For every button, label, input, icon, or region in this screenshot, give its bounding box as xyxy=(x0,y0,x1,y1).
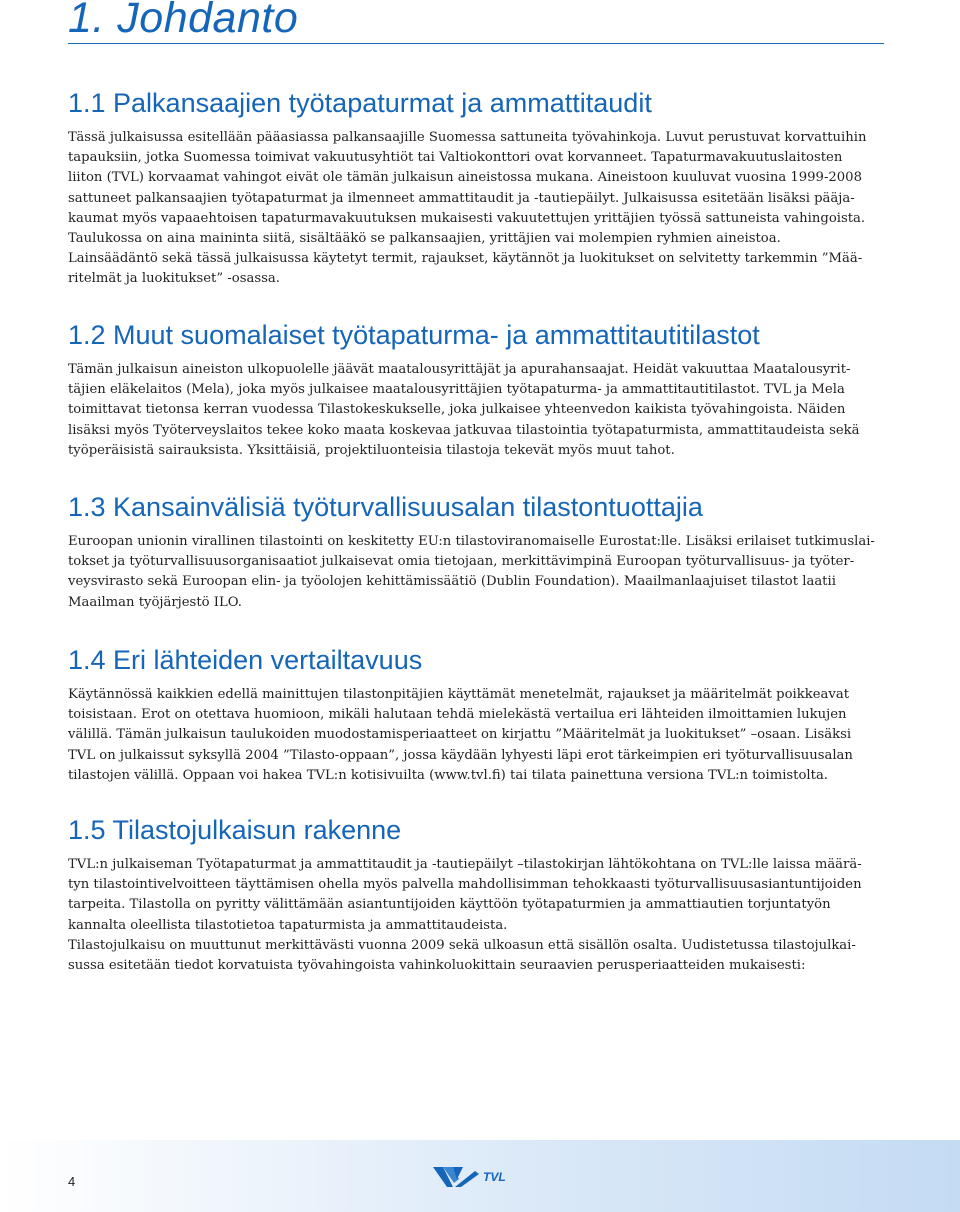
text-line: ritelmät ja luokitukset” -osassa. xyxy=(68,271,280,287)
text-line: työperäisistä sairauksista. Yksittäisiä, projektiluonteisia tilastoja tekevät myös muut tahot. xyxy=(68,442,675,458)
section-1-3 xyxy=(68,490,890,613)
tvl-logo-text: TVL xyxy=(483,1170,506,1184)
page-number: 4 xyxy=(68,1174,76,1189)
text-line: kannalta oleellista tilastotietoa tapaturmista ja ammattitaudeista. xyxy=(68,917,508,933)
section-paragraph xyxy=(68,532,890,613)
text-line: toisistaan. Erot on otettava huomioon, mikäli halutaan tehdä mielekästä vertailua eri lähteiden ilmoittamien lukujen xyxy=(68,707,847,723)
text-line: tarpeita. Tilastolla on pyritty välittämään asiantuntijoiden käyttöön työtapaturmien ja ammattiautien torjuntatyön xyxy=(68,897,831,913)
chapter-title-rule xyxy=(68,43,884,44)
section-heading: 1.2 Muut suomalaiset työtapaturma- ja ammattitautitilastot xyxy=(68,320,760,350)
section-paragraph xyxy=(68,360,890,461)
text-line: TVL on julkaissut syksyllä 2004 ”Tilasto-oppaan”, jossa käydään lyhyesti läpi erot tärkeimpien eri työturvallisuusalan xyxy=(68,747,853,763)
section-heading: 1.3 Kansainvälisiä työturvallisuusalan tilastontuottajia xyxy=(68,492,703,522)
text-line: tapauksiin, jotka Suomessa toimivat vakuutusyhtiöt tai Valtiokonttori ovat korvanneet. Tapaturmavakuutuslaitosten xyxy=(68,150,843,166)
page-footer xyxy=(0,1140,960,1212)
text-line: tilastojen välillä. Oppaan voi hakea TVL:n kotisivuilta (www.tvl.fi) tai tilata painettuna versiona TVL:n toimistolta. xyxy=(68,767,828,783)
section-1-4 xyxy=(68,643,890,786)
text-line: tyn tilastointivelvoitteen täyttämisen ohella myös palvella mahdollisimman tehokkaasti työturvallisuusasiantuntijoiden xyxy=(68,877,862,893)
text-line: lisäksi myös Työterveyslaitos tekee koko maata koskevaa jatkuvaa tilastointia työtapaturmista, ammattitaudeista sekä xyxy=(68,422,860,438)
text-line: Lainsäädäntö sekä tässä julkaisussa käytetyt termit, rajaukset, käytännöt ja luokitukset on selvitetty tarkemmin ”Mää- xyxy=(68,251,863,267)
tvl-logo-icon xyxy=(431,1161,531,1195)
section-paragraph xyxy=(68,128,890,290)
text-line: sussa esitetään tiedot korvatuista työvahingoista vahinkoluokittain seuraavien perusperiaatteiden mukaisesti: xyxy=(68,958,806,974)
section-heading: 1.1 Palkansaajien työtapaturmat ja ammattitaudit xyxy=(68,88,652,118)
text-line: veysvirasto sekä Euroopan elin- ja työolojen kehittämissäätiö (Dublin Foundation). Maailmanlaajuiset tilastot laatii xyxy=(68,574,836,590)
text-line: liiton (TVL) korvaamat vahingot eivät ole tämän julkaisun aineistossa mukana. Aineistoon kuuluvat vuosina 1999-2008 xyxy=(68,170,862,186)
text-line: Taulukossa on aina maininta siitä, sisältääkö se palkansaajien, yrittäjien vai molempien ryhmien aineistoa. xyxy=(68,231,781,247)
text-line: Käytännössä kaikkien edellä mainittujen tilastonpitäjien käyttämät menetelmät, rajaukset ja määritelmät poikkeavat xyxy=(68,687,850,702)
text-line: TVL:n julkaiseman Työtapaturmat ja ammattitaudit ja -tautiepäilyt –tilastokirjan lähtökohtana on TVL:lle laissa määrä- xyxy=(68,857,862,872)
text-line: tokset ja työturvallisuusorganisaatiot julkaisevat omia tietojaan, merkittävimpinä Euroopan työturvallisuus- ja työter- xyxy=(68,554,855,570)
text-line: toimittavat tietonsa kerran vuodessa Tilastokeskukselle, joka julkaisee yhteenvedon kaikista työvahingoista. Näiden xyxy=(68,402,846,418)
section-1-1 xyxy=(68,86,890,290)
text-line: Euroopan unionin virallinen tilastointi on keskitetty EU:n tilastoviranomaiselle Eurostat:lle. Lisäksi erilaiset tutkimuslai- xyxy=(68,534,875,549)
section-1-2 xyxy=(68,318,890,461)
chapter-title: 1. Johdanto xyxy=(68,0,299,42)
text-line: Tilastojulkaisu on muuttunut merkittävästi vuonna 2009 sekä ulkoasun että sisällön osalta. Uudistetussa tilastojulkai- xyxy=(68,937,856,953)
section-paragraph xyxy=(68,685,890,786)
section-paragraph xyxy=(68,855,890,976)
text-line: Tämän julkaisun aineiston ulkopuolelle jäävät maatalousyrittäjät ja apurahansaajat. Heidät vakuuttaa Maatalousyrit- xyxy=(68,362,851,377)
text-line: täjien eläkelaitos (Mela), joka myös julkaisee maatalousyrittäjien työtapaturma- ja ammattitautitilastot. TVL ja Mela xyxy=(68,382,845,398)
text-line: välillä. Tämän julkaisun taulukoiden muodostamisperiaatteet on kirjattu ”Määritelmät ja luokitukset” –osaan. Lisäksi xyxy=(68,727,852,743)
section-heading: 1.5 Tilastojulkaisun rakenne xyxy=(68,815,402,845)
section-1-5 xyxy=(68,813,890,976)
text-line: sattuneet palkansaajien työtapaturmat ja ilmenneet ammattitaudit ja -tautiepäilyt. Julkaisussa esitetään lisäksi pääja- xyxy=(68,190,855,206)
section-heading: 1.4 Eri lähteiden vertailtavuus xyxy=(68,645,423,675)
text-line: Tässä julkaisussa esitellään pääasiassa palkansaajille Suomessa sattuneita työvahinkoja. Luvut perustuvat korvattuihin xyxy=(68,130,867,145)
text-line: kaumat myös vapaaehtoisen tapaturmavakuutuksen mukaisesti vakuutettujen yrittäjien työssä sattuneista vahingoista. xyxy=(68,210,866,226)
text-line: Maailman työjärjestö ILO. xyxy=(68,594,242,610)
tvl-logo xyxy=(431,1161,531,1195)
